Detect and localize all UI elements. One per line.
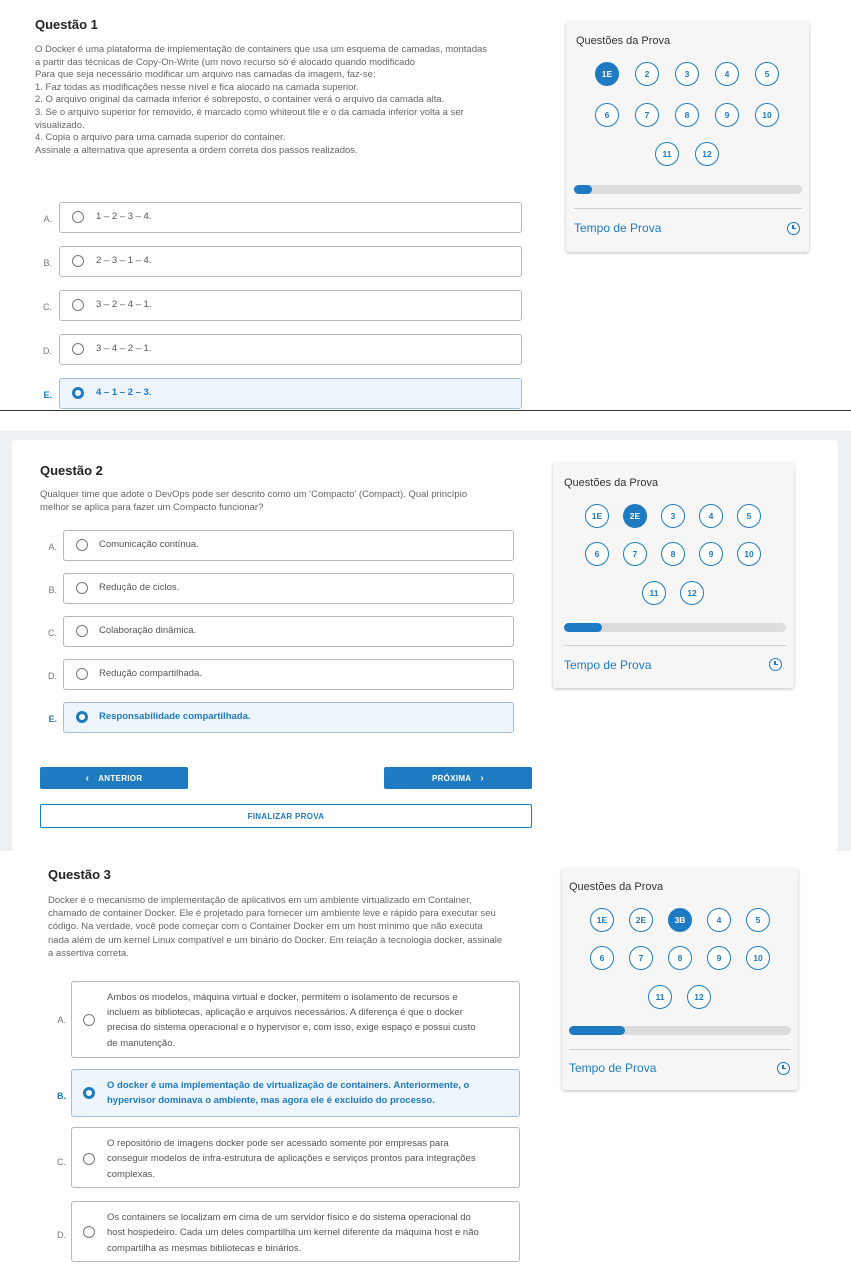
- divider: [564, 645, 786, 646]
- radio-button[interactable]: [76, 668, 88, 680]
- option-letter: D.: [43, 346, 52, 356]
- question-nav-3[interactable]: 3: [661, 504, 685, 528]
- option-text: Os containers se localizam em cima de um servidor físico e do sistema operacional do host hospedeiro. Cada um deles compartilha um kernel diferente da máquina host e não compartilha as mesmas bibliotecas e binários.: [107, 1212, 479, 1254]
- question-nav-1[interactable]: 1E: [590, 908, 614, 932]
- option-text: Ambos os modelos, máquina virtual e docker, permitem o isolamento de recursos e incluem as bibliotecas, aplicação e arquivos necessários. A diferença é que o docker precisa do sistema operacional e o hypervisor e, com isso, exige espaço e possui custo de manutenção.: [107, 992, 476, 1049]
- option-letter: A.: [48, 542, 57, 552]
- question-nav-11[interactable]: 11: [642, 581, 666, 605]
- radio-button-checked[interactable]: [76, 711, 88, 723]
- panel-title: Questões da Prova: [569, 881, 664, 893]
- question-nav-11[interactable]: 11: [648, 985, 672, 1009]
- option-letter: D.: [57, 1230, 66, 1240]
- question-nav-11[interactable]: 11: [655, 142, 679, 166]
- question-nav-4[interactable]: 4: [715, 62, 739, 86]
- option-text: Redução de ciclos.: [99, 582, 180, 593]
- option-letter: E.: [48, 714, 57, 724]
- clock-icon[interactable]: [769, 658, 782, 671]
- question-nav-12[interactable]: 12: [695, 142, 719, 166]
- divider: [574, 208, 802, 209]
- radio-button[interactable]: [76, 582, 88, 594]
- option-text: Comunicação contínua.: [99, 539, 199, 550]
- question-nav-9[interactable]: 9: [707, 946, 731, 970]
- next-label: PRÓXIMA: [431, 773, 472, 783]
- question-nav-10[interactable]: 10: [737, 542, 761, 566]
- question-nav-5[interactable]: 5: [737, 504, 761, 528]
- question-nav-10[interactable]: 10: [746, 946, 770, 970]
- clock-icon[interactable]: [787, 222, 800, 235]
- option-letter: C.: [48, 628, 57, 638]
- option-text: O docker é uma implementação de virtualização de containers. Anteriormente, o hypervisor dominava o ambiente, mas agora ele é excluído do processo.: [107, 1080, 470, 1106]
- option-letter: D.: [48, 671, 57, 681]
- question-nav-9[interactable]: 9: [699, 542, 723, 566]
- question-nav-3[interactable]: 3: [675, 62, 699, 86]
- question-nav-7[interactable]: 7: [635, 103, 659, 127]
- question-nav-6[interactable]: 6: [595, 103, 619, 127]
- radio-button[interactable]: [83, 1014, 95, 1026]
- radio-button[interactable]: [72, 255, 84, 267]
- finish-exam-button[interactable]: FINALIZAR PROVA: [40, 804, 532, 828]
- option-letter: E.: [43, 390, 52, 400]
- radio-button[interactable]: [72, 211, 84, 223]
- option-letter: B.: [57, 1091, 66, 1101]
- question-nav-8[interactable]: 8: [668, 946, 692, 970]
- question-nav-10[interactable]: 10: [755, 103, 779, 127]
- question-nav-2[interactable]: 2E: [629, 908, 653, 932]
- previous-label: ANTERIOR: [98, 773, 143, 783]
- option-letter: A.: [57, 1015, 66, 1025]
- question-nav-2[interactable]: 2E: [623, 504, 647, 528]
- question-nav-7[interactable]: 7: [629, 946, 653, 970]
- exam-time-label: Tempo de Prova: [564, 658, 652, 672]
- option-letter: B.: [48, 585, 57, 595]
- question-nav-4[interactable]: 4: [699, 504, 723, 528]
- option-text: Colaboração dinâmica.: [99, 625, 197, 636]
- previous-button[interactable]: [40, 767, 188, 789]
- section-separator: [0, 410, 851, 411]
- question-text: Docker é o mecanismo de implementação de aplicativos em um ambiente virtualizado em Container, chamado de container Docker. Ele é projetado para fornecer um ambiente leve e rápido para executar seu código. Na verdade, você pode começar com o Container Docker em um host mínimo que não executa nada além de um kernel Linux compatível e um binário do Docker. Em relação à tecnologia docker, assinale a assertiva correta.: [48, 895, 503, 959]
- divider: [569, 1049, 791, 1050]
- question-nav-7[interactable]: 7: [623, 542, 647, 566]
- question-title: Questão 3: [48, 867, 111, 882]
- option-text: 3 – 2 – 4 – 1.: [96, 299, 152, 310]
- question-nav-5[interactable]: 5: [746, 908, 770, 932]
- radio-button[interactable]: [83, 1226, 95, 1238]
- question-nav-1[interactable]: 1E: [585, 504, 609, 528]
- option-letter: C.: [43, 302, 52, 312]
- option-letter: A.: [43, 214, 52, 224]
- progress-track: [574, 185, 802, 194]
- exam-time-label: Tempo de Prova: [574, 221, 662, 235]
- question-text: Qualquer time que adote o DevOps pode ser descrito como um 'Compacto' (Compact). Qual princípio melhor se aplica para fazer um Compacto funcionar?: [40, 489, 468, 513]
- question-nav-9[interactable]: 9: [715, 103, 739, 127]
- option-text: 3 – 4 – 2 – 1.: [96, 343, 152, 354]
- progress-fill: [564, 623, 602, 632]
- panel-title: Questões da Prova: [576, 35, 671, 47]
- option-text: Responsabilidade compartilhada.: [99, 711, 251, 722]
- option-text: Redução compartilhada.: [99, 668, 202, 679]
- clock-icon[interactable]: [777, 1062, 790, 1075]
- questions-panel: [562, 868, 798, 1090]
- question-nav-5[interactable]: 5: [755, 62, 779, 86]
- radio-button[interactable]: [76, 625, 88, 637]
- option-text: 4 – 1 – 2 – 3.: [96, 387, 152, 398]
- radio-button[interactable]: [83, 1153, 95, 1165]
- question-nav-2[interactable]: 2: [635, 62, 659, 86]
- option-text: O repositório de imagens docker pode ser acessado somente por empresas para conseguir modelos de infra-estrutura de aplicações e serviços prontos para integrações complexas.: [107, 1138, 476, 1180]
- question-nav-12[interactable]: 12: [687, 985, 711, 1009]
- question-nav-8[interactable]: 8: [675, 103, 699, 127]
- radio-button-checked[interactable]: [83, 1087, 95, 1099]
- question-nav-6[interactable]: 6: [585, 542, 609, 566]
- exam-time-label: Tempo de Prova: [569, 1061, 657, 1075]
- progress-fill: [574, 185, 592, 194]
- radio-button[interactable]: [72, 343, 84, 355]
- panel-title: Questões da Prova: [564, 477, 659, 489]
- question-nav-12[interactable]: 12: [680, 581, 704, 605]
- question-title: Questão 1: [35, 17, 98, 32]
- radio-button-checked[interactable]: [72, 387, 84, 399]
- question-title: Questão 2: [40, 463, 103, 478]
- question-text: O Docker é uma plataforma de implementação de containers que usa um esquema de camadas, montadas a partir das técnicas de Copy-On-Write (um novo recurso só é alocado quando modificado Para que seja necessário modificar um arquivo nas camadas da imagem, faz-se: 1. Faz todas as modificações nesse nível e fica alocado na camada superior. 2. O arquivo original da camada inferior é sobreposto, o container verá o arquivo da camada alta. 3. Se o arquivo superior for removido, é marcado como whiteout file e o da camada inferior volta a ser visualizado. 4. Copia o arquivo para uma camada superior do container. Assinale a alternativa que apresenta a ordem correta dos passos realizados.: [35, 44, 488, 156]
- chevron-left-icon: ‹: [85, 772, 90, 784]
- questions-panel: [553, 463, 794, 688]
- progress-fill: [569, 1026, 625, 1035]
- chevron-right-icon: ›: [480, 772, 485, 784]
- option-letter: C.: [57, 1157, 66, 1167]
- option-letter: B.: [43, 258, 52, 268]
- question-nav-8[interactable]: 8: [661, 542, 685, 566]
- option-text: 1 – 2 – 3 – 4.: [96, 211, 152, 222]
- radio-button[interactable]: [72, 299, 84, 311]
- option-text: 2 – 3 – 1 – 4.: [96, 255, 152, 266]
- question-nav-6[interactable]: 6: [590, 946, 614, 970]
- next-button[interactable]: [384, 767, 532, 789]
- question-nav-4[interactable]: 4: [707, 908, 731, 932]
- radio-button[interactable]: [76, 539, 88, 551]
- question-nav-1[interactable]: 1E: [595, 62, 619, 86]
- questions-panel: [566, 22, 809, 252]
- question-nav-3[interactable]: 3B: [668, 908, 692, 932]
